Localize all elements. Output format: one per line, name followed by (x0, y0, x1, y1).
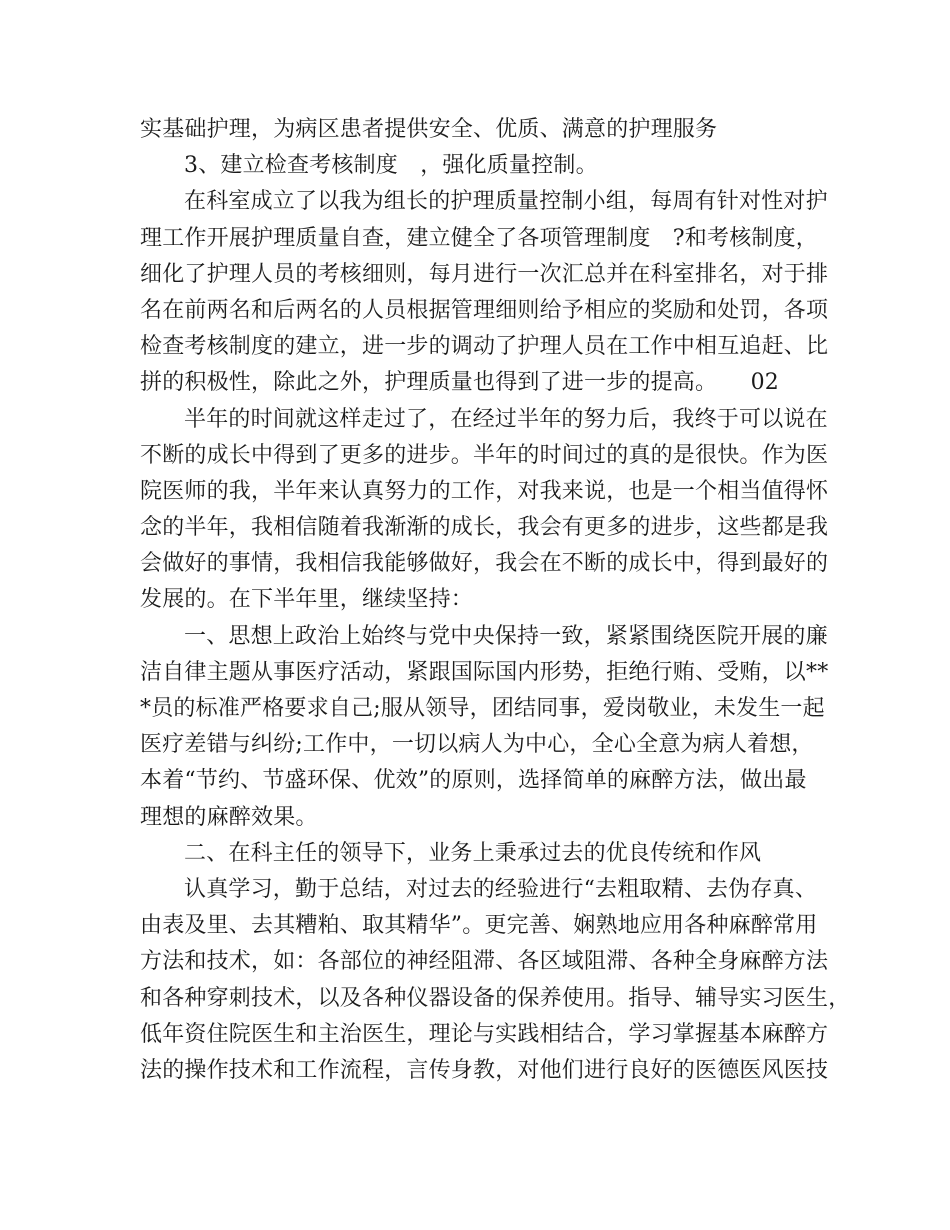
text-line: 法的操作技术和工作流程，言传身教，对他们进行良好的医德医风医技 (140, 1057, 829, 1083)
text-line: 本着“节约、节盛环保、优效”的原则，选择简单的麻醉方法，做出最 (140, 768, 807, 794)
text-line: 洁自律主题从事医疗活动，紧跟国际国内形势，拒绝行贿、受贿，以** (140, 659, 829, 685)
text-line: 医疗差错与纠纷;工作中，一切以病人为中心，全心全意为病人着想， (140, 732, 814, 758)
text-line: 认真学习，勤于总结，对过去的经验进行“去粗取精、去伪存真、 (184, 876, 818, 902)
text-line: 会做好的事情，我相信我能够做好，我会在不断的成长中，得到最好的 (140, 551, 829, 577)
text-line: 念的半年，我相信随着我渐渐的成长，我会有更多的进步，这些都是我 (140, 515, 829, 541)
text-line: 一、思想上政治上始终与党中央保持一致，紧紧围绕医院开展的廉 (184, 623, 828, 649)
text-line: 理工作开展护理质量自查，建立健全了各项管理制度 ?和考核制度， (140, 225, 818, 251)
text-line: 二、在科主任的领导下，业务上秉承过去的优良传统和作风 (184, 840, 762, 866)
text-line: 实基础护理，为病区患者提供安全、优质、满意的护理服务 (140, 117, 718, 142)
text-line: 名在前两名和后两名的人员根据管理细则给予相应的奖励和处罚，各项 (140, 297, 829, 323)
text-line: 检查考核制度的建立，进一步的调动了护理人员在工作中相互追赶、比 (140, 334, 829, 360)
text-line: 低年资住院医生和主治医生，理论与实践相结合，学习掌握基本麻醉方 (140, 1021, 829, 1047)
text-line: 拼的积极性，除此之外，护理质量也得到了进一步的提高。 02 (140, 370, 779, 396)
text-line: 方法和技术，如：各部位的神经阻滞、各区域阻滞、各种全身麻醉方法 (140, 949, 829, 975)
text-line: 和各种穿刺技术，以及各种仪器设备的保养使用。指导、辅导实习医生， (140, 985, 851, 1011)
text-line: 在科室成立了以我为组长的护理质量控制小组，每周有针对性对护 (184, 189, 828, 215)
document-body (140, 112, 851, 1089)
text-line: 发展的。在下半年里，继续坚持： (140, 587, 474, 613)
text-line: 理想的麻醉效果。 (140, 804, 318, 830)
text-line: 院医师的我，半年来认真努力的工作，对我来说，也是一个相当值得怀 (140, 478, 829, 504)
text-line: 3、建立检查考核制度 ，强化质量控制。 (184, 153, 598, 179)
text-line: *员的标准严格要求自己;服从领导，团结同事，爱岗敬业，未发生一起 (140, 696, 825, 721)
text-line: 由表及里、去其糟粕、取其精华”。更完善、娴熟地应用各种麻醉常用 (140, 913, 818, 939)
text-line: 不断的成长中得到了更多的进步。半年的时间过的真的是很快。作为医 (140, 442, 829, 468)
text-line: 半年的时间就这样走过了，在经过半年的努力后，我终于可以说在 (184, 406, 828, 432)
text-line: 细化了护理人员的考核细则，每月进行一次汇总并在科室排名，对于排 (140, 261, 829, 287)
